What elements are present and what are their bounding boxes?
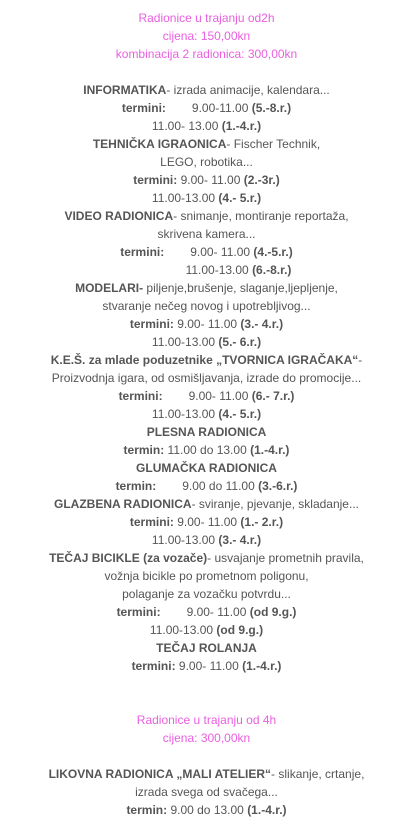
tehnicka-heading: [0, 135, 413, 153]
tehnicka-slot2-time: 11.00-13.00: [151, 191, 219, 205]
modelari-slot2: [0, 333, 413, 351]
rolanja-name: TEČAJ ROLANJA: [156, 641, 257, 655]
video-slot2-grade: (6.-8.r.): [252, 263, 292, 277]
glumacka-name: GLUMAČKA RADIONICA: [136, 461, 277, 475]
kes-termini-label: termini:: [118, 389, 163, 403]
bicikle-slot1: [0, 603, 413, 621]
bicikle-desc: - usvajanje prometnih pravila,: [207, 551, 364, 565]
informatika-heading: [0, 81, 413, 99]
glazbena-slot2-time: 11.00-13.00: [151, 533, 219, 547]
informatika-name: INFORMATIKA: [83, 83, 167, 97]
video-slot1-time: 9.00- 11.00: [190, 245, 254, 259]
modelari-heading: [0, 279, 413, 297]
rolanja-termini-label: termini:: [131, 659, 176, 673]
informatika-slot1: [0, 99, 413, 117]
tehnicka-name: TEHNIČKA IGRAONICA: [92, 137, 227, 151]
rolanja-slot1-grade: (1.-4.r.): [242, 659, 282, 673]
tehnicka-slot1: [0, 171, 413, 189]
glazbena-slot2-grade: (3.- 4.r.): [218, 533, 262, 547]
informatika-slot2-time: 11.00- 13.00: [151, 119, 222, 133]
kes-slot2: [0, 405, 413, 423]
bicikle-slot2-grade: (od 9.g.): [216, 623, 264, 637]
likovna-heading: [0, 765, 413, 783]
rolanja-slot1: [0, 657, 413, 675]
informatika-termini-label: termini:: [121, 101, 166, 115]
informatika-slot1-time: 9.00-11.00: [191, 101, 252, 115]
likovna-slot1-time: 9.00 do 13.00: [167, 803, 248, 817]
tehnicka-slot2: [0, 189, 413, 207]
modelari-desc-line2: stvaranje nečeg novog i upotrebljivog...: [102, 299, 311, 313]
modelari-slot2-grade: (5.- 6.r.): [218, 335, 262, 349]
glazbena-termini-label: termini:: [129, 515, 174, 529]
section1-title: Radionice u trajanju od2h: [138, 11, 275, 25]
video-desc-line2: skrivena kamera...: [157, 227, 256, 241]
bicikle-slot2: [0, 621, 413, 639]
informatika-slot2: [0, 117, 413, 135]
glazbena-slot2: [0, 531, 413, 549]
likovna-desc-line2: izrada svega od svačega...: [135, 785, 278, 799]
bicikle-slot2-time: 11.00-13.00: [149, 623, 217, 637]
glazbena-desc: - sviranje, pjevanje, skladanje...: [191, 497, 359, 511]
bicikle-heading: [0, 549, 413, 567]
bicikle-name: TEČAJ BICIKLE (za vozače): [49, 551, 208, 565]
bicikle-slot1-time: 9.00- 11.00: [186, 605, 250, 619]
likovna-slot1-grade: (1.-4.r.): [247, 803, 287, 817]
modelari-name: MODELARI-: [75, 281, 144, 295]
kes-name: K.E.Š. za mlade poduzetnike „TVORNICA IGRAČAKA“: [50, 353, 359, 367]
section1-price: cijena: 150,00kn: [162, 29, 251, 43]
tehnicka-desc-line2: LEGO, robotika...: [160, 155, 253, 169]
glazbena-name: GLAZBENA RADIONICA: [54, 497, 192, 511]
kes-desc: -: [358, 353, 363, 367]
bicikle-desc-line3: polaganje za vozačku potvrdu...: [122, 587, 291, 601]
plesna-termin-label: termin:: [123, 443, 165, 457]
kes-slot1-time: 9.00- 11.00: [188, 389, 252, 403]
plesna-name: PLESNA RADIONICA: [146, 425, 267, 439]
bicikle-desc-line2: vožnja bicikle po prometnom poligonu,: [104, 569, 309, 583]
tehnicka-termini-label: termini:: [133, 173, 178, 187]
video-slot2: [0, 261, 413, 279]
modelari-desc: piljenje,brušenje, slaganje,ljepljenje,: [143, 281, 338, 295]
glazbena-slot1-grade: (1.- 2.r.): [240, 515, 284, 529]
kes-slot2-time: 11.00-13.00: [151, 407, 219, 421]
video-desc: - snimanje, montiranje reportaža,: [173, 209, 349, 223]
section2-title: Radionice u trajanju od 4h: [136, 713, 277, 727]
informatika-slot1-grade: (5.-8.r.): [251, 101, 292, 115]
modelari-slot2-time: 11.00-13.00: [151, 335, 219, 349]
bicikle-termini-label: termini:: [116, 605, 161, 619]
tehnicka-slot1-time: 9.00- 11.00: [177, 173, 244, 187]
plesna-slot1-grade: (1.-4.r.): [250, 443, 290, 457]
kes-heading: [0, 351, 413, 369]
bicikle-slot1-grade: (od 9.g.): [249, 605, 297, 619]
modelari-slot1-time: 9.00- 11.00: [173, 317, 241, 331]
glazbena-slot1: [0, 513, 413, 531]
tehnicka-slot1-grade: (2.-3r.): [243, 173, 280, 187]
kes-slot2-grade: (4.- 5.r.): [218, 407, 262, 421]
likovna-slot1: [0, 801, 413, 819]
section2-price: cijena: 300,00kn: [162, 731, 251, 745]
likovna-desc: - slikanje, crtanje,: [271, 767, 365, 781]
glazbena-slot1-time: 9.00- 11.00: [173, 515, 241, 529]
video-heading: [0, 207, 413, 225]
video-termini-label: termini:: [120, 245, 165, 259]
tehnicka-desc: - Fischer Technik,: [226, 137, 321, 151]
kes-slot1-grade: (6.- 7.r.): [251, 389, 295, 403]
likovna-name: LIKOVNA RADIONICA „MALI ATELIER“: [48, 767, 272, 781]
video-slot2-time: 11.00-13.00: [185, 263, 253, 277]
modelari-termini-label: termini:: [129, 317, 174, 331]
glumacka-slot1-time: 9.00 do 11.00: [182, 479, 259, 493]
video-slot1: [0, 243, 413, 261]
video-slot1-grade: (4.-5.r.): [253, 245, 293, 259]
informatika-slot2-grade: (1.-4.r.): [221, 119, 262, 133]
plesna-slot1-time: 11.00 do 13.00: [164, 443, 251, 457]
glazbena-heading: [0, 495, 413, 513]
glumacka-slot1: [0, 477, 413, 495]
kes-slot1: [0, 387, 413, 405]
section1-combo-price: kombinacija 2 radionica: 300,00kn: [115, 47, 298, 61]
tehnicka-slot2-grade: (4.- 5.r.): [218, 191, 262, 205]
informatika-desc: - izrada animacije, kalendara...: [166, 83, 330, 97]
video-name: VIDEO RADIONICA: [64, 209, 174, 223]
rolanja-slot1-time: 9.00- 11.00: [175, 659, 243, 673]
modelari-slot1: [0, 315, 413, 333]
glumacka-slot1-grade: (3.-6.r.): [258, 479, 298, 493]
glumacka-termin-label: termin:: [115, 479, 157, 493]
modelari-slot1-grade: (3.- 4.r.): [240, 317, 284, 331]
plesna-slot1: [0, 441, 413, 459]
kes-desc-line2: Proizvodnja igara, od osmišljavanja, izrade do promocije...: [51, 371, 362, 385]
likovna-termin-label: termin:: [126, 803, 168, 817]
